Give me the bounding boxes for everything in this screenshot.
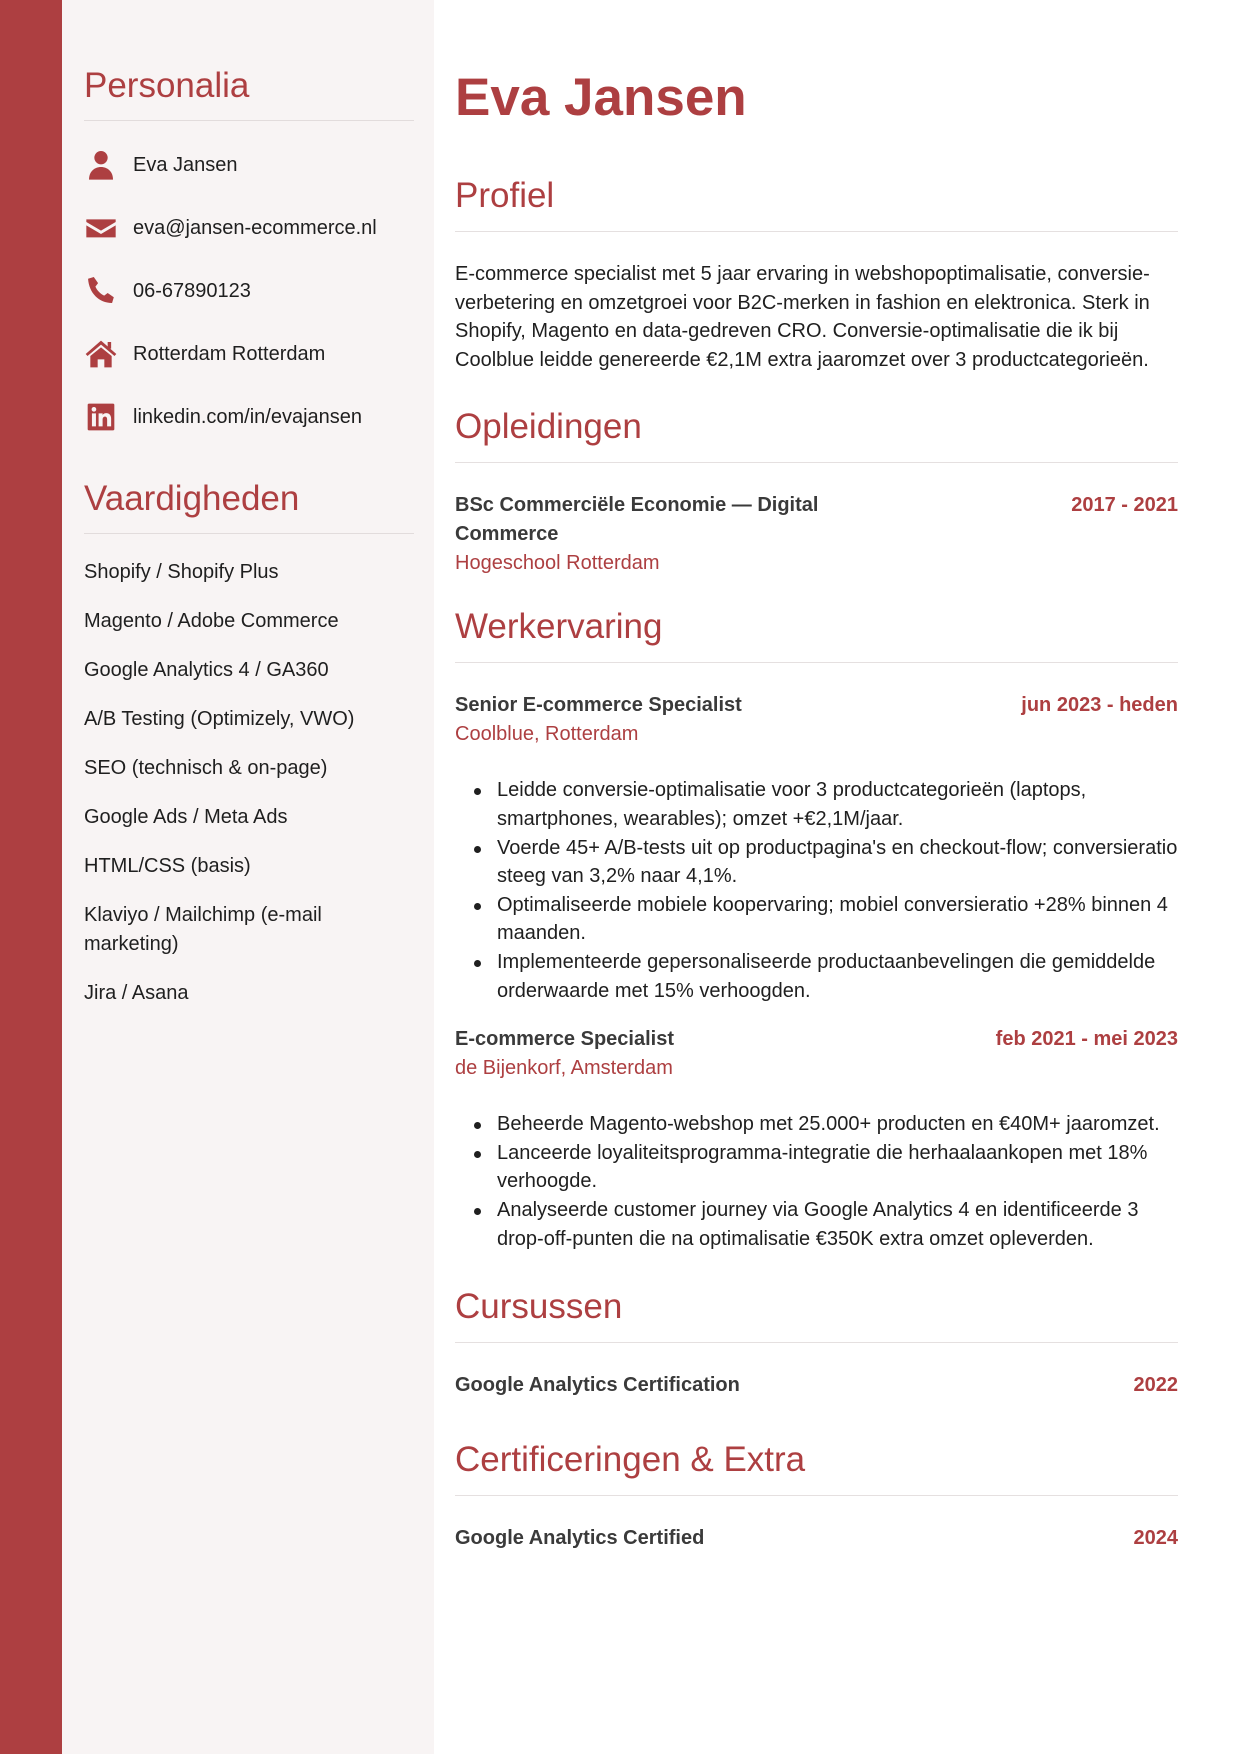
contact-list	[84, 145, 414, 437]
certs-heading: Certificeringen & Extra	[455, 1440, 1178, 1496]
profile-heading: Profiel	[455, 176, 1178, 232]
cert-entry	[455, 1524, 1178, 1553]
skill-item: Jira / Asana	[84, 982, 189, 1004]
job-bullets	[455, 776, 1178, 1005]
education-institution: Hogeschool Rotterdam	[455, 551, 660, 574]
envelope-icon	[84, 211, 118, 245]
contact-email[interactable]: eva@jansen-ecommerce.nl	[84, 208, 414, 248]
home-icon	[84, 337, 118, 371]
candidate-name: Eva Jansen	[455, 68, 747, 127]
job-bullet: Lanceerde loyaliteitsprogramma-integratie die herhaalaankopen met 18% verhoogde.	[455, 1139, 1178, 1196]
job-company: de Bijenkorf, Amsterdam	[455, 1056, 673, 1079]
skill-item: SEO (technisch & on-page)	[84, 757, 328, 779]
job-company: Coolblue, Rotterdam	[455, 722, 639, 745]
job-title: Senior E-commerce Specialist	[455, 694, 742, 717]
skill-item: A/B Testing (Optimizely, VWO)	[84, 708, 355, 730]
skill-item: Shopify / Shopify Plus	[84, 561, 279, 583]
skills-heading: Vaardigheden	[84, 479, 414, 534]
education-heading: Opleidingen	[455, 407, 1178, 463]
skill-item: Klaviyo / Mailchimp (e-mail marketing)	[84, 904, 322, 955]
contact-name: Eva Jansen	[84, 145, 414, 185]
job-bullet: Voerde 45+ A/B-tests uit op productpagina's en checkout-flow; conversieratio steeg van 3,2% naar 4,1%.	[455, 834, 1178, 891]
skill-item: HTML/CSS (basis)	[84, 855, 251, 877]
job-bullet: Optimaliseerde mobiele koopervaring; mobiel conversieratio +28% binnen 4 maanden.	[455, 891, 1178, 948]
contact-address: Rotterdam Rotterdam	[84, 334, 414, 374]
cert-title: Google Analytics Certified	[455, 1526, 705, 1549]
job-bullet: Beheerde Magento-webshop met 25.000+ producten en €40M+ jaaromzet.	[455, 1110, 1178, 1139]
course-date: 2022	[1133, 1374, 1178, 1397]
skill-item: Google Ads / Meta Ads	[84, 806, 288, 828]
courses-heading: Cursussen	[455, 1287, 1178, 1343]
job-bullets	[455, 1110, 1178, 1253]
education-title: BSc Commerciële Economie — Digital Commerce	[455, 494, 819, 545]
job-title: E-commerce Specialist	[455, 1028, 674, 1051]
experience-entry	[455, 1025, 1178, 1253]
accent-bar	[0, 0, 62, 1754]
person-icon	[84, 148, 118, 182]
experience-entry	[455, 691, 1178, 1005]
course-title: Google Analytics Certification	[455, 1374, 740, 1397]
cert-date: 2024	[1133, 1526, 1178, 1549]
education-date: 2017 - 2021	[1071, 494, 1178, 517]
linkedin-icon	[84, 400, 118, 434]
course-entry	[455, 1371, 1178, 1400]
main-content	[434, 0, 1241, 1754]
job-bullet: Leidde conversie-optimalisatie voor 3 productcategorieën (laptops, smartphones, wearables); omzet +€2,1M/jaar.	[455, 776, 1178, 833]
job-bullet: Analyseerde customer journey via Google Analytics 4 en identificeerde 3 drop-off-punten die na optimalisatie €350K extra omzet opleverden.	[455, 1196, 1178, 1253]
sidebar	[62, 0, 434, 1754]
skill-item: Google Analytics 4 / GA360	[84, 659, 329, 681]
contact-linkedin[interactable]: linkedin.com/in/evajansen	[84, 397, 414, 437]
skills-list	[84, 558, 414, 1008]
job-bullet: Implementeerde gepersonaliseerde productaanbevelingen die gemiddelde orderwaarde met 15% verhoogden.	[455, 948, 1178, 1005]
contact-phone[interactable]: 06-67890123	[84, 271, 414, 311]
experience-heading: Werkervaring	[455, 607, 1178, 663]
job-date: jun 2023 - heden	[1021, 694, 1178, 717]
skill-item: Magento / Adobe Commerce	[84, 610, 339, 632]
phone-icon	[84, 274, 118, 308]
job-date: feb 2021 - mei 2023	[995, 1028, 1178, 1051]
personal-heading: Personalia	[84, 66, 414, 121]
profile-text: E-commerce specialist met 5 jaar ervaring in webshopoptimalisatie, conversie-verbetering en omzetgroei voor B2C-merken in fashion en elektronica. Sterk in Shopify, Magento en data-gedreven CRO. Conversie-optimalisatie die ik bij Coolblue leidde genereerde €2,1M extra jaaromzet over 3 productcategorieën.	[455, 263, 1150, 371]
education-entry	[455, 491, 1178, 577]
